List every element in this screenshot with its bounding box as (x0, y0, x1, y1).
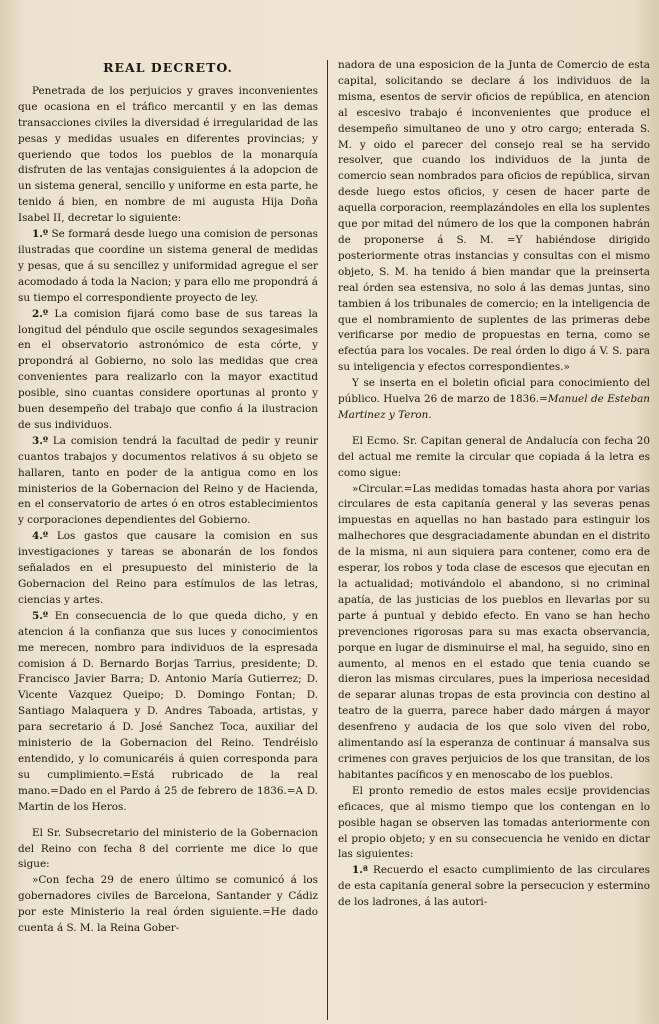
insert-text: Y se inserta en el boletin oficial para conocimiento del público. Huelva 26 de marzo de 1836. (338, 377, 650, 406)
article-1 (18, 227, 318, 307)
insert-notice (338, 376, 650, 424)
circular-article-1 (338, 863, 650, 911)
article-number: 1.º (32, 228, 49, 241)
article-number: 1.ª (352, 864, 368, 877)
article-2 (18, 307, 318, 434)
column-divider (327, 60, 328, 1020)
left-column (18, 58, 318, 1024)
article-number: 2.º (32, 307, 49, 320)
subsecretario-paragraph: El Sr. Subsecretario del ministerio de la Gobernacion del Reino con fecha 8 del corriente me dice lo que sigue: (18, 826, 318, 871)
section-spacer (18, 816, 318, 826)
article-number: 4.º (32, 530, 49, 543)
capitan-intro: El Ecmo. Sr. Capitan general de Andalucía con fecha 20 del actual me remite la circular que copiada á la letra es como sigue: (338, 434, 650, 479)
decree-intro: Penetrada de los perjuicios y graves inconvenientes que ocasiona en el tráfico mercantil y en las demas transacciones civiles la diversidad é irregularidad de las pesas y medidas usuales en diferentes provincias; y queriendo que todos los pueblos de la monarquía disfruten de las ventajas consiguientes á la adopcion de un sistema general, sencillo y uniforme en esta parte, he tenido á bien, en nombre de mi augusta Hija Doña Isabel II, decretar lo siguiente: (18, 84, 318, 225)
order-continuation: nadora de una esposicion de la Junta de Comercio de esta capital, solicitando se declare á los individuos de la misma, esentos de servir oficios de república, en atencion al escesivo trabajo é inconvenientes que produce el desempeño simultaneo de uno y otro cargo; enterada S. M. y oido el parecer del consejo real se ha servido resolver, que cuando los individuos de la junta de comercio sean nombrados para oficios de república, sirvan desde luego estos oficios, y cesen de hacer parte de aquella corporacion, reemplazándoles en ella los suplentes que por mitad del número de los que la componen habrán de proponerse á S. M. =Y habiéndose dirigido posteriormente otras instancias y consultas con el mismo objeto, S. M. ha tenido á bien mandar que la preinserta real órden sea estensiva, no solo á las demas juntas, sino tambien á los tribunales de comercio; en la inteligencia de que el nombramiento de suplentes de las primeras debe verificarse por medio de propuestas en terna, como se efectúa para los vocales. De real órden lo digo á V. S. para su inteligencia y efectos correspondientes.» (338, 59, 650, 374)
article-text: La comision fijará como base de sus tareas la longitud del péndulo que oscile segundos sexagesimales en el observatorio astronómico de esta córte, y propondrá al Gobierno, no solo las medidas que crea convenientes para realizarlo con la mayor exactitud posible, sino cuantas considere oportunas al pronto y buen desempeño del trabajo que confio á la ilustracion de sus individuos. (18, 307, 318, 431)
article-text: La comision tendrá la facultad de pedir y reunir cuantos trabajos y documentos relativos á su objeto se hallaren, tanto en poder de la antigua como en los ministerios de la Gobernacion del Reino y de Hacienda, en el conservatorio de artes ó en otros establecimientos y corporaciones dependientes del Gobierno. (18, 434, 318, 527)
section-spacer (338, 424, 650, 434)
remedy-paragraph: El pronto remedio de estos males ecsije providencias eficaces, que al mismo tiempo que los contengan en lo posible hagan se observen las tomadas anteriormente con el propio objeto; y en su consecuencia he venido en dictar las siguientes: (338, 784, 650, 861)
article-text: Los gastos que causare la comision en sus investigaciones y tareas se abonarán de los fondos señalados en el presupuesto del ministerio de la Gobernacion del Reino para estímulos de las letras, ciencias y artes. (18, 530, 318, 606)
article-4 (18, 529, 318, 609)
article-3 (18, 434, 318, 529)
article-text: Se formará desde luego una comision de personas ilustradas que coordine un sistema general de medidas y pesas, que á su sencillez y uniformidad agregue el ser acomodado á toda la Nacion; y para ello me propondrá á su tiempo el correspondiente proyecto de ley. (18, 228, 318, 304)
article-text: En consecuencia de lo que queda dicho, y en atencion á la confianza que sus luces y conocimientos me merecen, nombro para individuos de la espresada comision á D. Bernardo Borjas Tarrius, presidente; D. Francisco Javier Barra; D. Antonio María Gutierrez; D. Vicente Vazquez Queipo; D. Domingo Fontan; D. Santiago Malaquera y D. Andres Taboada, artistas, y para secretario á D. José Sanchez Toca, auxiliar del ministerio de la Gobernacion del Reino. Tendréislo entendido, y lo comunicaréis á quien corresponda para su cumplimiento.=Está rubricado de la real mano.=Dado en el Pardo á 25 de febrero de 1836.=A D. Martin de los Heros. (18, 609, 318, 813)
article-5 (18, 609, 318, 816)
signature: =Manuel de Esteban Martinez y Teron. (338, 393, 650, 421)
decree-heading: REAL DECRETO. (103, 60, 233, 75)
circular-paragraph: »Circular.=Las medidas tomadas hasta ahora por varias circulares de esta capitanía general y las severas penas impuestas en aquellas no han bastado para estinguir los malhechores que desgraciadamente abundan en el distrito de la misma, ni aun siquiera para contener, como era de esperar, los robos y toda clase de escesos que ejecutan en la actualidad; motivándolo el abandono, si no criminal apatía, de las justicias de los pueblos en llevarlas por su parte á puntual y debido efecto. En vano se han hecho prevenciones rigorosas para su mas exacta observancia, porque en lugar de disminuirse el mal, ha seguido, sino en aumento, al menos en el estado que tenia cuando se dieron las mismas circulares, pues la imperiosa necesidad de separar alunas tropas de esta provincia con destino al teatro de la guerra, parece haber dado márgen á mayor desenfreno y audacia de los que solo viven del robo, alimentando así la esperanza de continuar á mansalva sus crimenes con graves perjuicios de los que transitan, de los habitantes pacíficos y en menoscabo de los pueblos. (338, 482, 650, 781)
article-number: 3.º (32, 434, 49, 447)
article-text: Recuerdo el esacto cumplimiento de las circulares de esta capitanía general sobre la persecucion y estermino de los ladrones, á las autori- (338, 864, 650, 909)
right-column (338, 58, 650, 1024)
quoted-order-start: »Con fecha 29 de enero último se comunicó á los gobernadores civiles de Barcelona, Santander y Cádiz por este Ministerio la real órden siguiente.=He dado cuenta á S. M. la Reina Gober- (18, 874, 318, 935)
article-number: 5.º (32, 609, 49, 622)
